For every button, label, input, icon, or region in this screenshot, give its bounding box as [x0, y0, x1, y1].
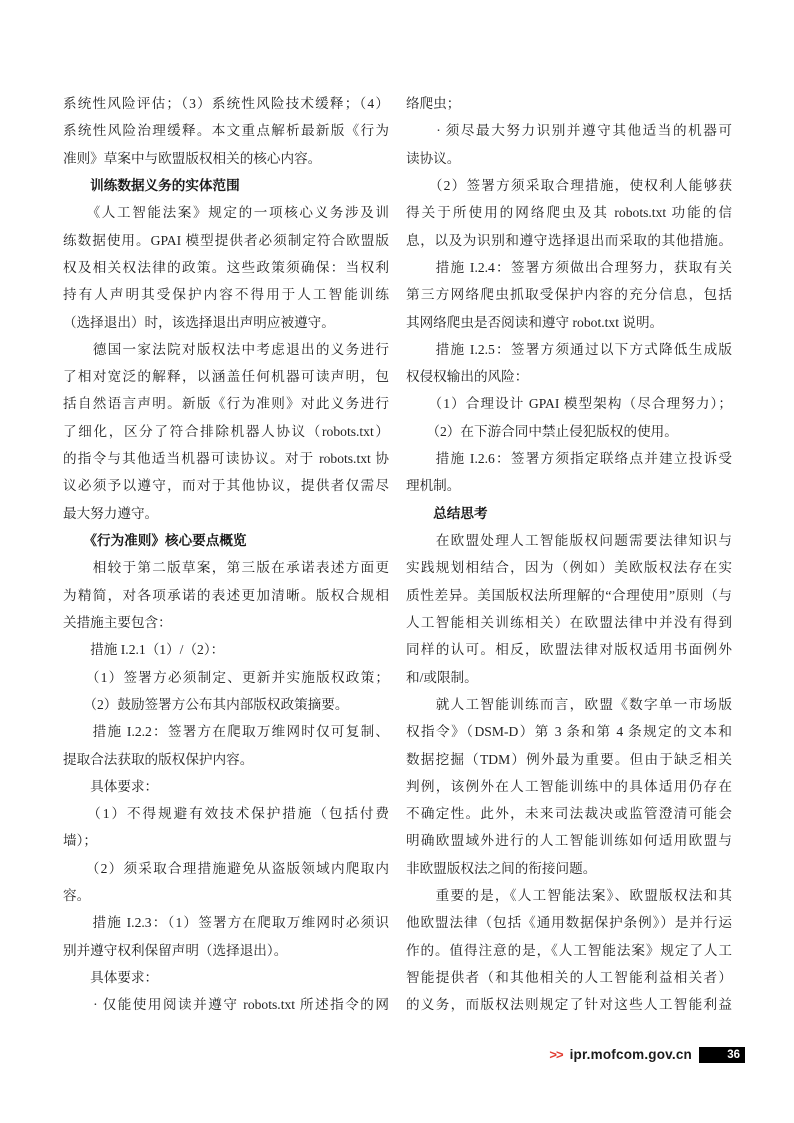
text-line: 权侵权输出的风险： [406, 369, 529, 385]
text-line: 作的。值得注意的是，《人工智能法案》规定了人工 [406, 942, 732, 958]
page-number-badge [699, 1047, 745, 1063]
section-heading: 《行为准则》核心要点概览 [63, 533, 247, 548]
text-line: 持有人声明其受保护内容不得用于人工智能训练 [63, 287, 389, 303]
text-line: 人工智能相关训练相关）在欧盟法律中并没有得到 [406, 614, 732, 630]
text-line: 络爬虫； [406, 96, 461, 111]
text-line: 理机制。 [406, 478, 461, 494]
text-line: 德国一家法院对版权法中考虑退出的义务进行 [63, 341, 389, 357]
text-line: 措施 I.2.2：签署方在爬取万维网时仅可复制、 [63, 724, 389, 740]
text-line: 系统性风险评估；（3）系统性风险技术缓释；（4） [63, 96, 389, 111]
section-heading: 训练数据义务的实体范围 [63, 177, 240, 193]
text-line: 准则》草案中与欧盟版权相关的核心内容。 [63, 150, 322, 166]
section-heading: 总结思考 [406, 505, 488, 521]
text-line: 智能提供者（和其他相关的人工智能利益相关者） [406, 970, 732, 985]
text-line: 在欧盟处理人工智能版权问题需要法律知识与 [406, 533, 732, 548]
text-line: 不确定性。此外，未来司法裁决或监管澄清可能会 [406, 806, 732, 822]
text-line: 相较于第二版草案，第三版在承诺表述方面更 [63, 560, 389, 576]
text-line: 练数据使用。GPAI 模型提供者必须制定符合欧盟版 [63, 232, 389, 248]
text-line: 判例，该例外在人工智能训练中的具体适用仍存在 [406, 778, 732, 794]
text-line: 同样的认可。相反，欧盟法律对版权适用书面例外 [406, 642, 732, 658]
text-line: 措施 I.2.6：签署方须指定联络点并建立投诉受 [406, 451, 732, 467]
text-line: 为精简，对各项承诺的表述更加清晰。版权合规相 [63, 587, 389, 603]
text-line: 括自然语言声明。新版《行为准则》对此义务进行 [63, 396, 389, 412]
text-line: （选择退出）时，该选择退出声明应被遵守。 [63, 314, 335, 330]
text-line: 就人工智能训练而言，欧盟《数字单一市场版 [406, 696, 732, 712]
page-footer [549, 1046, 745, 1064]
text-line: （2）鼓励签署方公布其内部版权政策摘要。 [63, 696, 349, 712]
text-line: 数据挖掘（TDM）例外最为重要。但由于缺乏相关 [406, 751, 732, 767]
text-line: 了细化，区分了符合排除机器人协议（robots.txt） [63, 423, 389, 439]
text-line: 系统性风险治理缓释。本文重点解析最新版《行为 [63, 123, 389, 139]
text-line: 明确欧盟域外进行的人工智能训练如何适用欧盟与 [406, 833, 732, 849]
text-line: 非欧盟版权法之间的衔接问题。 [406, 860, 597, 876]
text-line: · 须尽最大努力识别并遵守其他适当的机器可 [406, 123, 732, 139]
text-line: 措施 I.2.1（1）/（2）： [63, 642, 225, 658]
text-line: 提取合法获取的版权保护内容。 [63, 751, 254, 767]
double-chevron-icon: >> [549, 1047, 563, 1062]
text-line: 了相对宽泛的解释，以涵盖任何机器可读声明，包 [63, 369, 389, 385]
footer-site-url: ipr.mofcom.gov.cn [569, 1047, 692, 1062]
text-line: 权及相关权法律的政策。这些政策须确保：当权利 [63, 259, 389, 275]
text-line: 措施 I.2.4：签署方须做出合理努力，获取有关 [406, 259, 732, 275]
text-line: 的义务，而版权法则规定了针对这些人工智能利益 [406, 997, 732, 1013]
text-line: （2）须采取合理措施避免从盗版领域内爬取内 [63, 860, 389, 876]
text-line: 别并遵守权利保留声明（选择退出）。 [63, 942, 288, 958]
text-line: 他欧盟法律（包括《通用数据保护条例》）是并行运 [406, 915, 732, 931]
text-line: 议必须予以遵守，而对于其他协议，提供者仅需尽 [63, 478, 389, 494]
text-line: （1）不得规避有效技术保护措施（包括付费 [63, 806, 389, 822]
text-line: （2）签署方须采取合理措施，使权利人能够获 [406, 177, 732, 193]
right-text-column [406, 90, 732, 1019]
text-line: 得关于所使用的网络爬虫及其 robots.txt 功能的信 [406, 205, 732, 221]
text-line: 读协议。 [406, 150, 461, 166]
text-line: 最大努力遵守。 [63, 505, 159, 521]
text-line: 关措施主要包含： [63, 614, 172, 630]
text-line: 实践规划相结合，因为（例如）美欧版权法存在实 [406, 560, 732, 576]
text-line: 措施 I.2.5：签署方须通过以下方式降低生成版 [406, 341, 732, 357]
left-text-column [63, 90, 389, 1019]
text-line: 息，以及为识别和遵守选择退出而采取的其他措施。 [406, 232, 732, 248]
text-line: 重要的是，《人工智能法案》、欧盟版权法和其 [406, 888, 732, 904]
text-line: 质性差异。美国版权法所理解的“合理使用”原则（与 [406, 587, 732, 603]
text-line: 和/或限制。 [406, 669, 478, 685]
text-line: 的指令与其他适当机器可读协议。对于 robots.txt 协 [63, 451, 389, 467]
text-line: · 仅能使用阅读并遵守 robots.txt 所述指令的网 [63, 997, 389, 1013]
text-line: 《人工智能法案》规定的一项核心义务涉及训 [63, 205, 389, 221]
text-line: 权指令》（DSM-D）第 3 条和第 4 条规定的文本和 [406, 724, 732, 740]
text-line: （1）合理设计 GPAI 模型架构（尽合理努力）； [406, 396, 732, 412]
text-line: 第三方网络爬虫抓取受保护内容的充分信息，包括 [406, 287, 732, 303]
text-line: 容。 [63, 888, 91, 904]
text-line: （1）签署方必须制定、更新并实施版权政策； [63, 669, 389, 685]
text-line: 墙）； [63, 833, 97, 849]
text-line: 具体要求： [63, 970, 159, 985]
text-line: 措施 I.2.3：（1）签署方在爬取万维网时必须识 [63, 915, 389, 931]
page-number: 36 [727, 1049, 740, 1061]
text-line: （2）在下游合同中禁止侵犯版权的使用。 [406, 423, 678, 439]
text-line: 具体要求： [63, 778, 159, 794]
text-line: 其网络爬虫是否阅读和遵守 robot.txt 说明。 [406, 314, 664, 330]
